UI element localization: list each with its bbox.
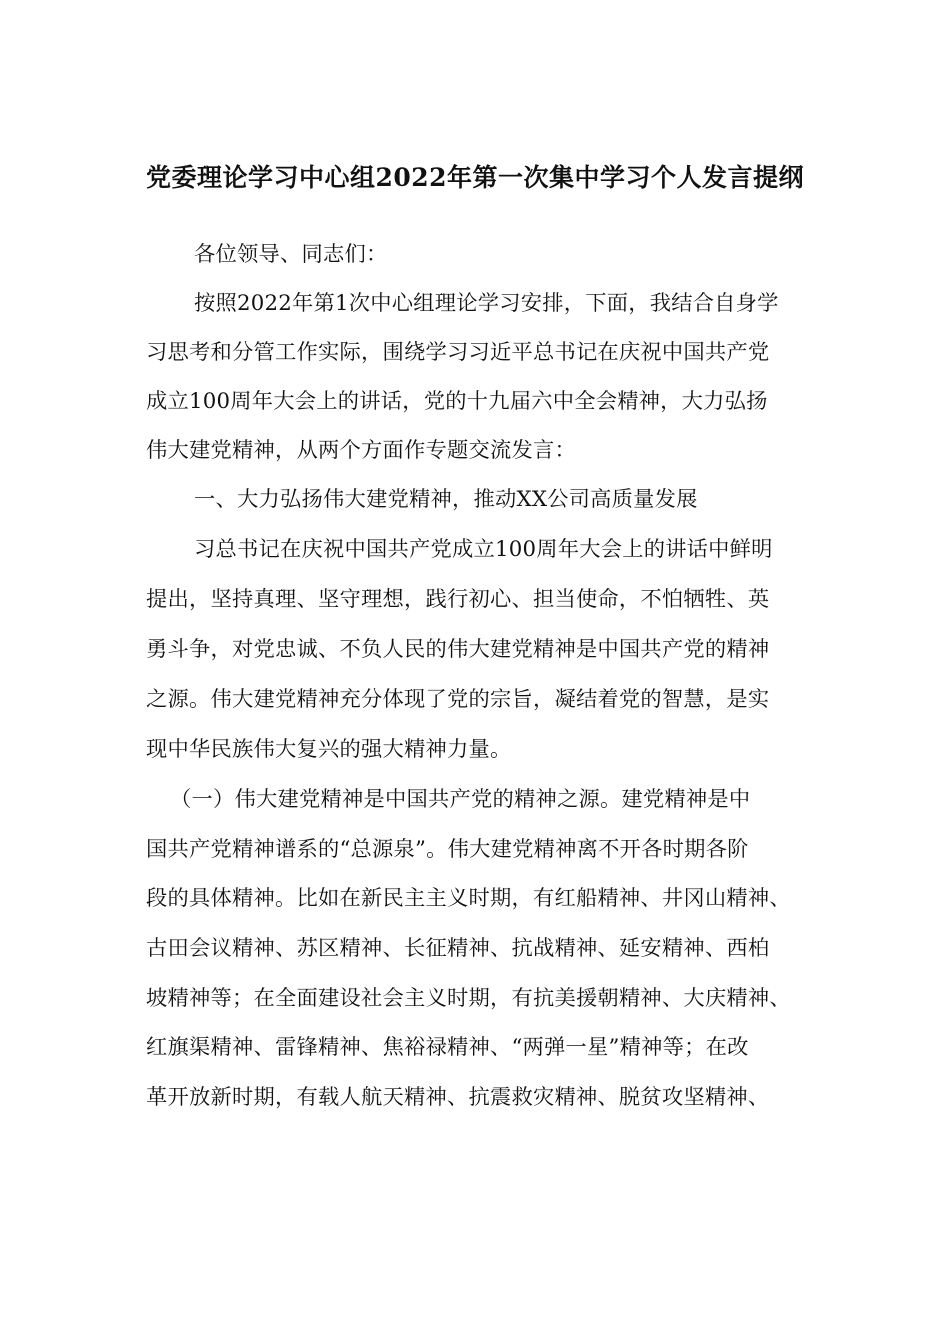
document-title: 党委理论学习中心组2022年第一次集中学习个人发言提纲 xyxy=(145,163,805,192)
body-line: 革开放新时期，有载人航天精神、抗震救灾精神、脱贫攻坚精神、 xyxy=(146,1085,770,1110)
body-line: 按照2022年第1次中心组理论学习安排，下面，我结合自身学 xyxy=(194,291,779,316)
body-line: 成立100周年大会上的讲话，党的十九届六中全会精神，大力弘扬 xyxy=(146,389,768,414)
body-line: 国共产党精神谱系的“总源泉”。伟大建党精神离不开各时期各阶 xyxy=(146,837,749,862)
body-line: 段的具体精神。比如在新民主主义时期，有红船精神、井冈山精神、 xyxy=(146,886,791,911)
body-line: 红旗渠精神、雷锋精神、焦裕禄精神、“两弹一星”精神等；在改 xyxy=(146,1035,749,1060)
body-line: 坡精神等；在全面建设社会主义时期，有抗美援朝精神、大庆精神、 xyxy=(146,986,791,1011)
salutation-line: 各位领导、同志们： xyxy=(194,242,388,267)
body-line: 习思考和分管工作实际，围绕学习习近平总书记在庆祝中国共产党 xyxy=(146,340,770,365)
subsection-line: （一）伟大建党精神是中国共产党的精神之源。建党精神是中 xyxy=(170,787,751,812)
body-line: 伟大建党精神，从两个方面作专题交流发言： xyxy=(146,438,576,463)
body-line: 古田会议精神、苏区精神、长征精神、抗战精神、延安精神、西柏 xyxy=(146,936,770,961)
body-line: 勇斗争，对党忠诚、不负人民的伟大建党精神是中国共产党的精神 xyxy=(146,637,770,662)
body-line: 现中华民族伟大复兴的强大精神力量。 xyxy=(146,737,512,762)
section-heading: 一、大力弘扬伟大建党精神，推动XX公司高质量发展 xyxy=(194,487,698,512)
body-line: 提出，坚持真理、坚守理想，践行初心、担当使命，不怕牺牲、英 xyxy=(146,587,770,612)
body-line: 之源。伟大建党精神充分体现了党的宗旨，凝结着党的智慧，是实 xyxy=(146,687,770,712)
body-line: 习总书记在庆祝中国共产党成立100周年大会上的讲话中鲜明 xyxy=(194,537,773,562)
